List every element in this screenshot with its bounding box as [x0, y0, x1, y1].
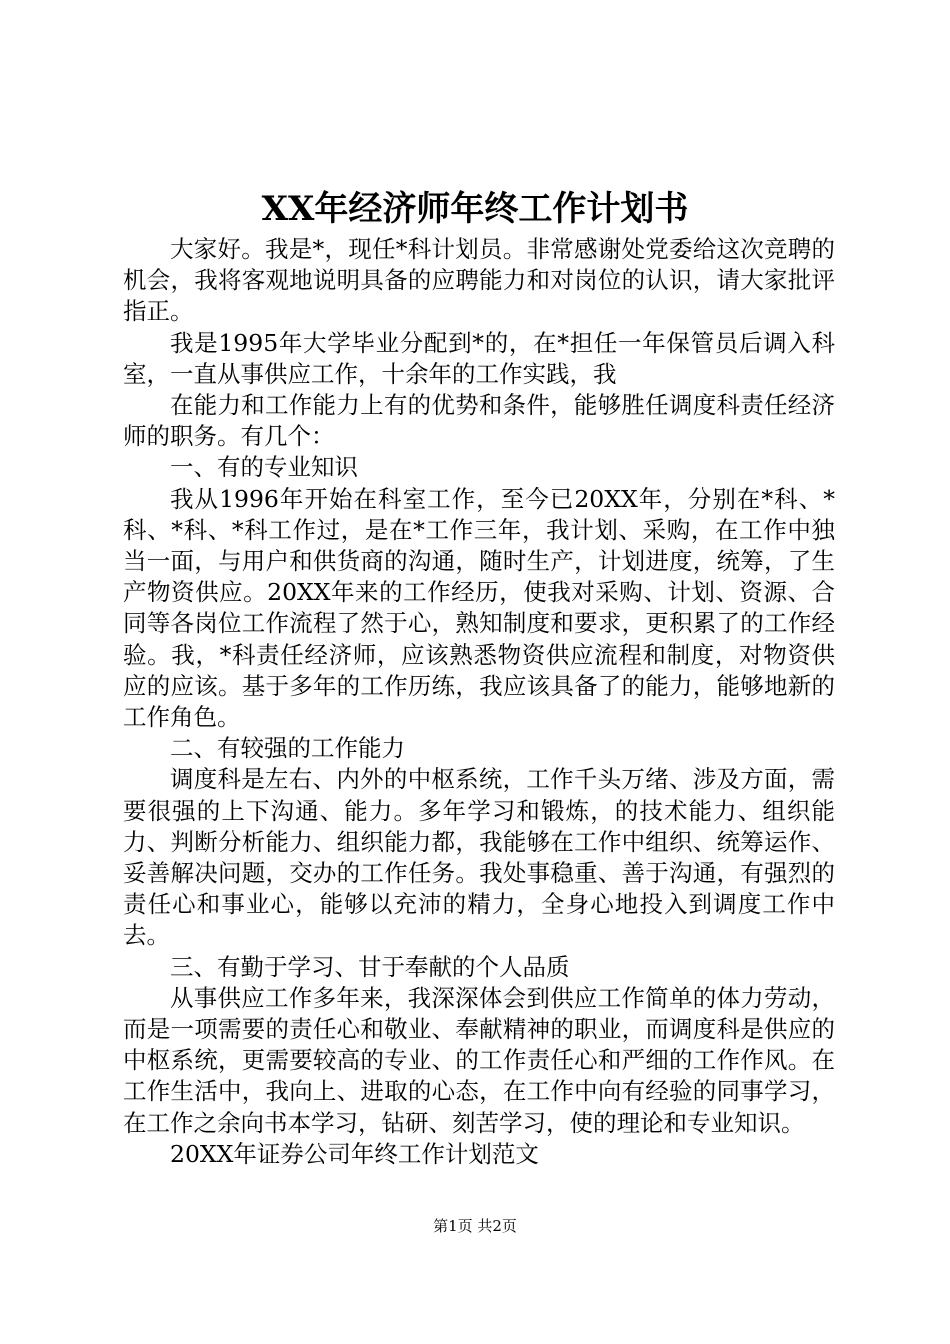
body-paragraph: 调度科是左右、内外的中枢系统，工作千头万绪、涉及方面，需要很强的上下沟通、能力。多年学习和锻炼，的技术能力、组织能力、判断分析能力、组织能力都，我能够在工作中组织、统筹运作、妥善解决问题，交办的工作任务。我处事稳重、善于沟通，有强烈的责任心和事业心，能够以充沛的精力，全身心地投入到调度工作中去。 [123, 765, 835, 950]
body-paragraph: 我从1996年开始在科室工作，至今已20XX年，分别在*科、*科、*科、*科工作过，是在*工作三年，我计划、采购，在工作中独当一面，与用户和供货商的沟通，随时生产，计划进度，统筹，了生产物资供应。20XX年来的工作经历，使我对采购、计划、资源、合同等各岗位工作流程了然于心，熟知制度和要求，更积累了的工作经验。我，*科责任经济师，应该熟悉物资供应流程和制度，对物资供应的应该。基于多年的工作历练，我应该具备了的能力，能够地新的工作角色。 [123, 484, 835, 732]
body-paragraph: 在能力和工作能力上有的优势和条件，能够胜任调度科责任经济师的职务。有几个： [123, 391, 835, 451]
page-number-footer: 第1页 共2页 [433, 1217, 517, 1235]
body-paragraph: 大家好。我是*，现任*科计划员。非常感谢处党委给这次竞聘的机会，我将客观地说明具备的应聘能力和对岗位的认识，请大家批评指正。 [123, 235, 835, 326]
body-paragraph: 20XX年证券公司年终工作计划范文 [170, 1139, 539, 1168]
section-heading: 一、有的专业知识 [170, 453, 358, 482]
body-paragraph: 从事供应工作多年来，我深深体会到供应工作简单的体力劳动，而是一项需要的责任心和敬业、奉献精神的职业，而调度科是供应的中枢系统，更需要较高的专业、的工作责任心和严细的工作作风。在工作生活中，我向上、进取的心态，在工作中向有经验的同事学习，在工作之余向书本学习，钻研、刻苦学习，使的理论和专业知识。 [123, 983, 835, 1137]
document-title: XX年经济师年终工作计划书 [261, 189, 689, 229]
section-heading: 二、有较强的工作能力 [170, 734, 405, 763]
document-body [123, 234, 835, 1170]
section-heading: 三、有勤于学习、甘于奉献的个人品质 [170, 952, 570, 981]
body-paragraph: 我是1995年大学毕业分配到*的，在*担任一年保管员后调入科室，一直从事供应工作，十余年的工作实践，我 [123, 328, 835, 388]
